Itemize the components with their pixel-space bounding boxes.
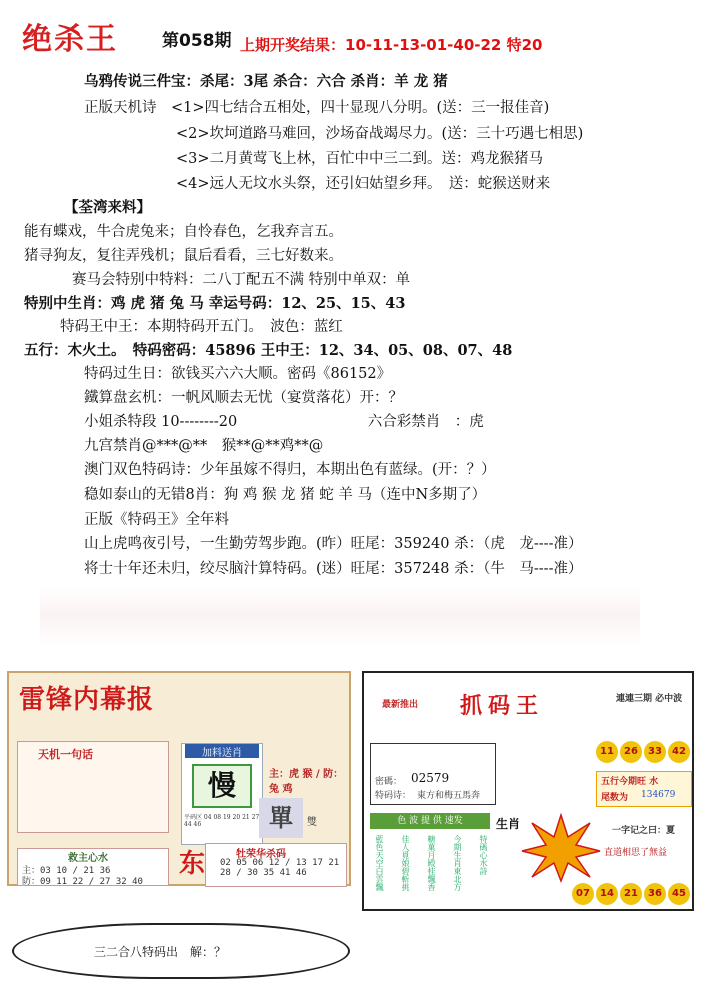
- line-17: 澳门双色特码诗：少年虽嫁不得归，本期出色有蓝绿。(开：？）: [84, 462, 496, 478]
- line-21: 将士十年还未归，绞尽脑汁算特码。(迷）旺尾：357248 杀：（牛 马----准）: [84, 561, 583, 577]
- ball-top-1: 11: [596, 741, 618, 763]
- line-18: 稳如泰山的无错8肖：狗 鸡 猴 龙 猪 蛇 羊 马（连中N多期了）: [84, 487, 487, 503]
- box1-heading: 天机一句话: [38, 748, 93, 761]
- last-result: 上期开奖结果：10-11-13-01-40-22 特20: [240, 36, 543, 54]
- tail-label: 尾数为: [601, 793, 629, 803]
- cloud-bubble: [12, 923, 350, 979]
- right-poster: [362, 671, 694, 911]
- line-10: 特别中生肖：鸡 虎 猪 兔 马 幸运号码：12、25、15、43: [24, 295, 406, 312]
- issue-number: 第058期: [162, 31, 232, 51]
- left-poster-title: 雷锋内幕报: [19, 685, 155, 715]
- right-note-2: 直道相思了無益: [604, 848, 668, 858]
- dong-char: 东: [179, 849, 206, 879]
- line-7: 能有蝶戏，牛合虎兔来；自怜春色，乞我弃言五。: [24, 224, 343, 240]
- line-20: 山上虎鸣夜引号，一生勤劳驾步跑。(昨）旺尾：359240 杀：（虎 龙----准）: [84, 536, 583, 552]
- poem-label: 特码诗：: [375, 791, 412, 801]
- right-poster-tag: 最新推出: [382, 700, 419, 710]
- ball-bottom-2: 14: [596, 883, 618, 905]
- tail-value: 134679: [641, 790, 676, 800]
- ball-bottom-5: 45: [668, 883, 690, 905]
- line-11: 特码王中王：本期特码开五门。 波色：蓝红: [60, 319, 343, 335]
- dan-char: 單: [259, 798, 303, 838]
- ball-bottom-1: 07: [572, 883, 594, 905]
- main-numbers: 主：03 10 / 21 36: [22, 866, 111, 876]
- col-2: 佳人覓娘碧斬挑: [401, 835, 410, 891]
- tabs-bar: 色 波 提 供 速发: [370, 813, 490, 829]
- right-note: 一字记之曰：夏: [612, 826, 676, 836]
- burst-icon: [520, 813, 602, 883]
- mid-code: 平码区 04 08 19 20 21 27 44 46: [184, 814, 260, 828]
- box3-heading: 牡荣华杀码: [236, 849, 286, 860]
- left-poster-box3: [205, 843, 347, 887]
- line-6: 【荃湾来料】: [64, 199, 151, 216]
- left-poster-mid: [181, 743, 263, 845]
- line-14: 鐵算盘玄机：一帆风顺去无忧（宴赏落花）开：？: [84, 390, 403, 406]
- ball-top-3: 33: [644, 741, 666, 763]
- line-13: 特码过生日：欲钱买六六大顺。密码《86152》: [84, 366, 392, 382]
- mid-char: 慢: [192, 764, 252, 808]
- col-3: 糖菓月殿桂飄香: [427, 835, 436, 891]
- line-16: 九宫禁肖@***@** 猴**@**鸡**@: [84, 438, 324, 454]
- five-elements: 五行今期旺 水: [601, 777, 659, 787]
- line-15: 小姐杀特段 10--------20 六合彩禁肖 ：虎: [84, 414, 484, 430]
- code-box: [370, 743, 496, 805]
- code-value: 02579: [411, 771, 450, 785]
- left-poster: [7, 671, 351, 886]
- ball-bottom-3: 21: [620, 883, 642, 905]
- five-elements-box: [596, 771, 692, 807]
- right-poster-title: 抓码王: [460, 693, 545, 719]
- left-poster-box1: [17, 741, 169, 833]
- shuang-char: 雙: [307, 817, 317, 828]
- line-4: <3>二月黄莺飞上林，百忙中中三二到。送：鸡龙猴猪马: [176, 151, 544, 167]
- line-9: 赛马会特别中特料：二八丁配五不满 特别中单双：单: [72, 272, 411, 288]
- page-title: 绝杀王: [22, 22, 118, 57]
- line-19: 正版《特码王》全年料: [84, 512, 229, 528]
- line-8: 猪寻狗友，复往弄残机；鼠后看看，三七好数来。: [24, 248, 343, 264]
- faded-divider: [40, 585, 640, 645]
- ball-bottom-4: 36: [644, 883, 666, 905]
- backup-numbers: 防：09 11 22 / 27 32 40: [22, 877, 143, 887]
- ball-top-2: 26: [620, 741, 642, 763]
- box3-numbers: 02 05 06 12 / 13 17 21 28 / 30 35 41 46: [220, 858, 340, 878]
- col-5: 特碼心水詩: [479, 835, 488, 875]
- cloud-text: 三二合八特码出 解：？: [94, 945, 227, 959]
- left-poster-box2: [17, 848, 169, 886]
- right-poster-subtitle: 連連三期 必中波: [616, 694, 683, 704]
- line-3: <2>坎坷道路马难回，沙场奋战竭尽力。(送：三十巧遇七相思): [176, 126, 584, 142]
- mid-caption: 加料送肖: [185, 744, 259, 758]
- kill-lines: 主：虎 猴 / 防：兔 鸡: [269, 769, 344, 795]
- line-1: 乌鸦传说三件宝：杀尾：3尾 杀合：六合 杀肖：羊 龙 猪: [84, 73, 448, 90]
- ball-top-4: 42: [668, 741, 690, 763]
- line-2: 正版天机诗 <1>四七结合五相处，四十显现八分明。(送：三一报佳音): [84, 100, 550, 116]
- box2-heading: 救主心水: [68, 853, 108, 864]
- poem: 東方和梅五馬奔: [417, 791, 481, 801]
- line-12: 五行：木火土。 特码密码：45896 王中王：12、34、05、08、07、48: [24, 342, 513, 359]
- code-label: 密碼：: [375, 777, 403, 787]
- line-5: <4>远人无坟水头祭，还引妇姑望乡拜。 送：蛇猴送财来: [176, 176, 551, 192]
- col-1: 藍色天空白雲飄: [375, 835, 384, 891]
- col-4: 今期生肖東北方: [453, 835, 462, 891]
- side-label: 生肖: [496, 817, 521, 831]
